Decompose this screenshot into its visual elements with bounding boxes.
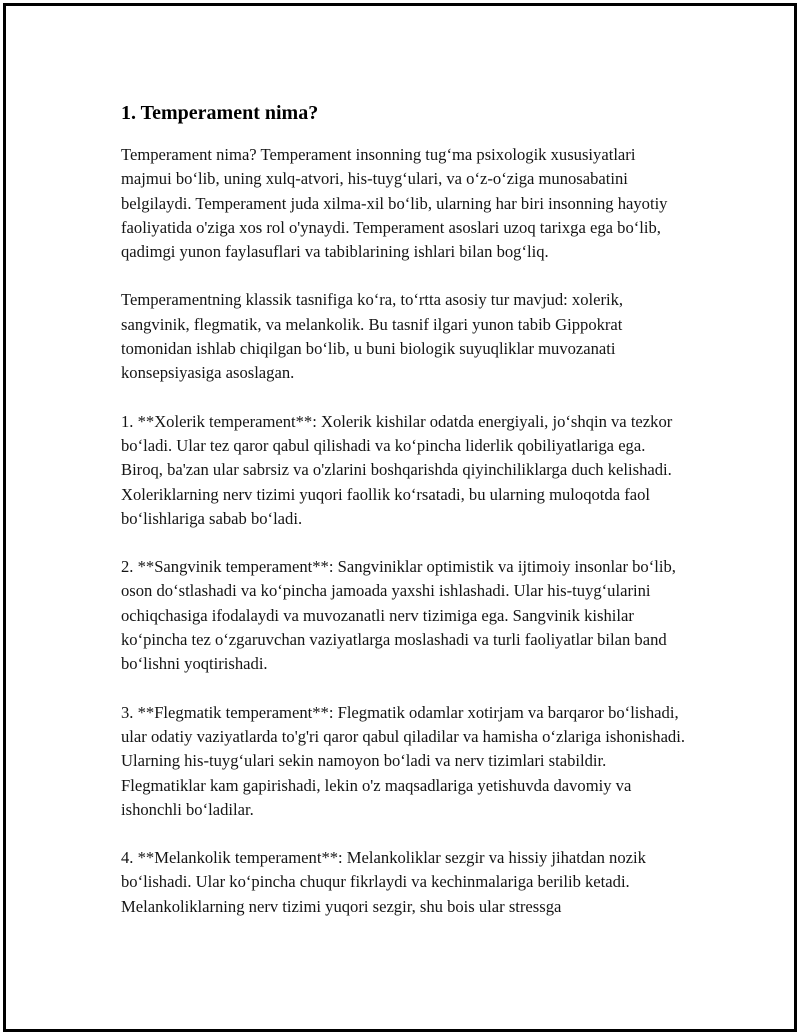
- paragraph-intro: Temperament nima? Temperament insonning tugʻma psixologik xususiyatlari majmui boʻlib, uning xulq-atvori, his-tuygʻulari, va oʻz-oʻziga munosabatini belgilaydi. Temperament juda xilma-xil boʻlib, ularning har biri insonning hayotiy faoliyatida o'ziga xos rol o'ynaydi. Temperament asoslari uzoq tarixga ega boʻlib, qadimgi yunon faylasuflari va tabiblarining ishlari bilan bogʻliq.: [121, 145, 668, 262]
- document-body: [121, 100, 687, 943]
- paragraph-melancholic: 4. **Melankolik temperament**: Melankoliklar sezgir va hissiy jihatdan nozik boʻlishadi. Ular koʻpincha chuqur fikrlaydi va kechinmalariga berilib ketadi. Melankoliklarning nerv tizimi yuqori sezgir, shu bois ular stressga: [121, 848, 646, 916]
- document-page: [3, 3, 797, 1032]
- paragraph-choleric: 1. **Xolerik temperament**: Xolerik kishilar odatda energiyali, joʻshqin va tezkor boʻladi. Ular tez qaror qabul qilishadi va koʻpincha liderlik qobiliyatlariga ega. Biroq, ba'zan ular sabrsiz va o'zlarini boshqarishda qiyinchiliklarga duch kelishadi. Xoleriklarning nerv tizimi yuqori faollik koʻrsatadi, bu ularning muloqotda faol boʻlishlariga sabab boʻladi.: [121, 411, 673, 528]
- paragraph-classification: Temperamentning klassik tasnifiga koʻra, toʻrtta asosiy tur mavjud: xolerik, sangvinik, flegmatik, va melankolik. Bu tasnif ilgari yunon tabib Gippokrat tomonidan ishlab chiqilgan boʻlib, u buni biologik suyuqliklar muvozanati konsepsiyasiga asoslagan.: [121, 290, 624, 383]
- document-title: 1. Temperament nima?: [121, 102, 319, 124]
- paragraph-sanguine: 2. **Sangvinik temperament**: Sangviniklar optimistik va ijtimoiy insonlar boʻlib, oson doʻstlashadi va koʻpincha jamoada yaxshi ishlashadi. Ular his-tuygʻularini ochiqchasiga ifodalaydi va muvozanatli nerv tizimiga ega. Sangvinik kishilar koʻpincha tez oʻzgaruvchan vaziyatlarga moslashadi va turli faoliyatlar bilan band boʻlishni yoqtirishadi.: [121, 557, 676, 674]
- paragraph-phlegmatic: 3. **Flegmatik temperament**: Flegmatik odamlar xotirjam va barqaror boʻlishadi, ular odatiy vaziyatlarda to'g'ri qaror qabul qiladilar va hamisha oʻzlariga ishonishadi. Ularning his-tuygʻulari sekin namoyon boʻladi va nerv tizimlari stabildir. Flegmatiklar kam gapirishadi, lekin o'z maqsadlariga yetishuvda davomiy va ishonchli boʻladilar.: [121, 702, 685, 819]
